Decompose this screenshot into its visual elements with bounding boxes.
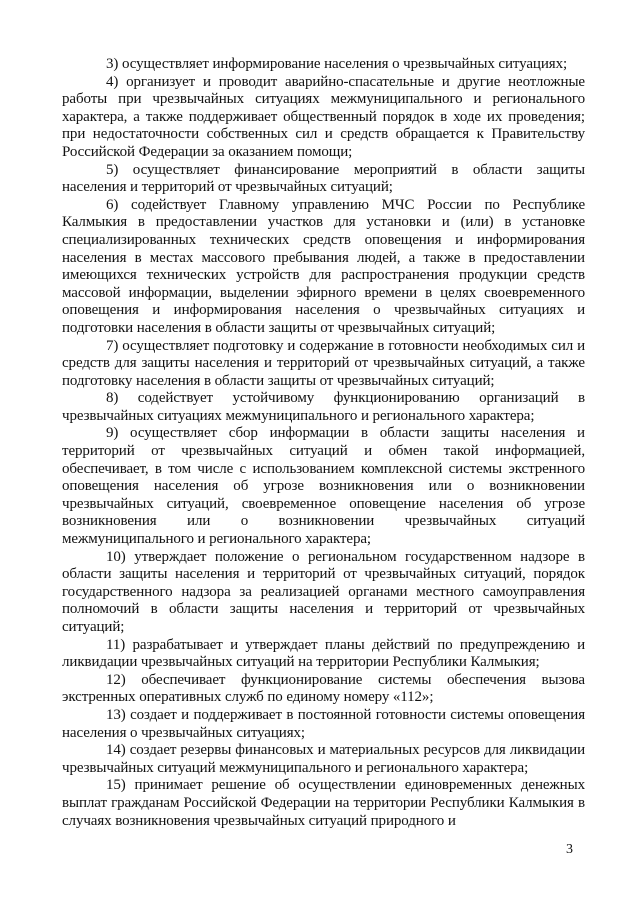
paragraph-item-9: 9) осуществляет сбор информации в области защиты населения и территорий от чрезвычайных ситуаций и обмен такой информацией, обеспечивает, в том числе с использованием комплексной системы экстренного оповещения населения об угрозе возникновения или о возникновении чрезвычайных ситуаций, своевременное оповещение населения об угрозе возникновения или о возникновении чрезвычайных ситуаций межмуниципального и регионального характера; [62,425,585,548]
paragraph-item-7: 7) осуществляет подготовку и содержание в готовности необходимых сил и средств для защиты населения и территорий от чрезвычайных ситуаций, а также подготовку населения в области защиты от чрезвычайных ситуаций; [62,337,585,389]
paragraph-item-15: 15) принимает решение об осуществлении единовременных денежных выплат гражданам Российской Федерации на территории Республики Калмыкия в случаях возникновения чрезвычайных ситуаций природного и [62,777,585,829]
paragraph-item-3: 3) осуществляет информирование населения о чрезвычайных ситуациях; [106,56,568,72]
paragraph-item-6: 6) содействует Главному управлению МЧС России по Республике Калмыкия в предоставлении участков для установки и (или) в установке специализированных технических средств оповещения и информирования населения в местах массового пребывания людей, а также в предоставлении имеющихся технических устройств для распространения продукции средств массовой информации, выделении эфирного времени в целях своевременного оповещения и информирования населения о чрезвычайных ситуациях и подготовки населения в области защиты от чрезвычайных ситуаций; [62,196,585,336]
paragraph-item-12: 12) обеспечивает функционирование системы обеспечения вызова экстренных оперативных служб по единому номеру «112»; [62,671,585,706]
paragraph-item-4: 4) организует и проводит аварийно-спасательные и другие неотложные работы при чрезвычайных ситуациях межмуниципального и регионального характера, а также поддерживает общественный порядок в ходе их проведения; при недостаточности собственных сил и средств обращается к Правительству Российской Федерации за оказанием помощи; [62,73,585,160]
page-number: 3 [566,842,573,857]
document-page [62,56,585,830]
paragraph-item-8: 8) содействует устойчивому функционированию организаций в чрезвычайных ситуациях межмуниципального и регионального характера; [62,390,585,424]
paragraph-item-14: 14) создает резервы финансовых и материальных ресурсов для ликвидации чрезвычайных ситуаций межмуниципального и регионального характера; [62,742,585,776]
paragraph-item-10: 10) утверждает положение о региональном государственном надзоре в области защиты населения и территорий от чрезвычайных ситуаций, порядок государственного надзора за реализацией органами местного самоуправления полномочий в области защиты населения и территорий от чрезвычайных ситуаций; [62,548,585,635]
paragraph-item-13: 13) создает и поддерживает в постоянной готовности системы оповещения населения о чрезвычайных ситуациях; [62,706,585,741]
paragraph-item-5: 5) осуществляет финансирование мероприятий в области защиты населения и территорий от чрезвычайных ситуаций; [62,161,585,196]
paragraph-item-11: 11) разрабатывает и утверждает планы действий по предупреждению и ликвидации чрезвычайных ситуаций на территории Республики Калмыкия; [62,636,585,671]
